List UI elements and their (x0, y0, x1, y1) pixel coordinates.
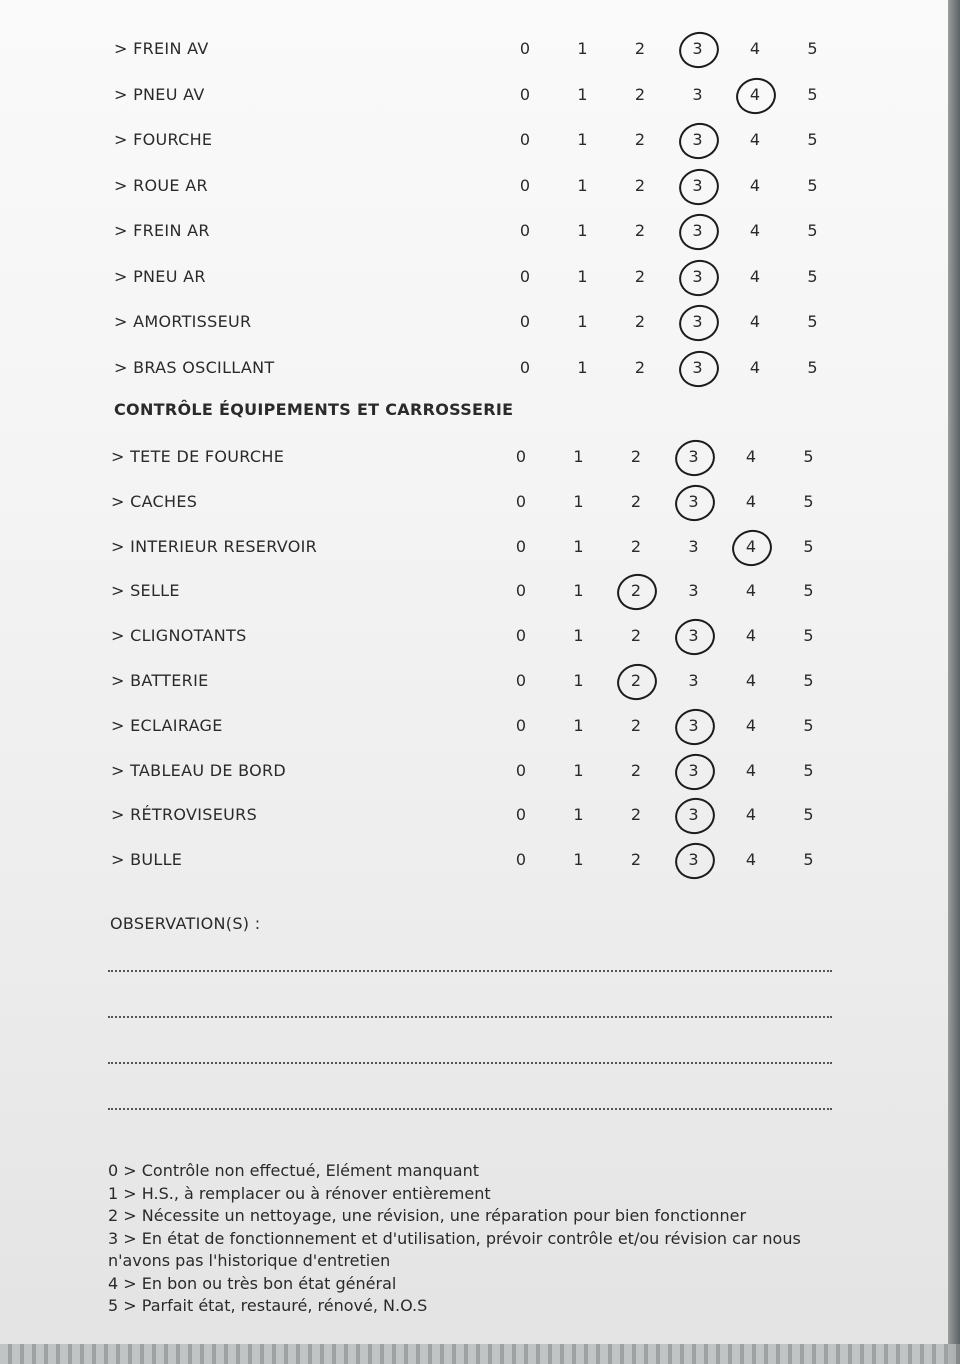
rating-score[interactable]: 0 (519, 84, 531, 104)
rating-score[interactable]: 0 (515, 671, 527, 690)
rating-legend (108, 1160, 828, 1318)
rating-row-label: > FOURCHE (114, 130, 213, 149)
rating-score[interactable]: 1 (573, 447, 584, 466)
rating-score[interactable]: 4 (745, 491, 757, 511)
rating-score[interactable]: 1 (573, 491, 584, 511)
rating-score[interactable]: 5 (807, 39, 818, 58)
rating-score[interactable]: 4 (749, 175, 761, 195)
rating-row (0, 34, 948, 64)
rating-score[interactable]: 5 (803, 715, 814, 735)
rating-score[interactable]: 2 (630, 760, 642, 780)
rating-score[interactable]: 4 (745, 447, 757, 466)
rating-row-label: > RÉTROVISEURS (111, 805, 258, 825)
rating-score[interactable]: 0 (515, 805, 527, 825)
rating-row-label: > BULLE (111, 850, 183, 870)
rating-score-selected[interactable]: 3 (674, 845, 714, 875)
rating-score[interactable]: 0 (515, 760, 527, 780)
rating-row-label: > BATTERIE (111, 671, 209, 690)
rating-score-selected[interactable]: 3 (678, 34, 718, 64)
rating-row (0, 576, 948, 606)
rating-row (0, 442, 948, 472)
rating-score[interactable]: 0 (519, 130, 531, 149)
rating-score[interactable]: 2 (630, 805, 642, 825)
rating-score[interactable]: 4 (745, 850, 757, 870)
rating-score[interactable]: 0 (519, 39, 531, 58)
section-title: CONTRÔLE ÉQUIPEMENTS ET CARROSSERIE (114, 400, 514, 419)
rating-score[interactable]: 4 (749, 266, 761, 286)
legend-item: 1 > H.S., à remplacer ou à rénover entièrement (108, 1183, 491, 1203)
rating-score[interactable]: 2 (630, 715, 642, 735)
page-edge (948, 0, 960, 1364)
rating-score[interactable]: 1 (577, 39, 588, 58)
observation-line (108, 1108, 832, 1110)
rating-score[interactable]: 4 (745, 715, 757, 735)
rating-score-selected[interactable]: 3 (678, 262, 718, 292)
rating-score[interactable]: 5 (803, 536, 814, 556)
rating-row (0, 307, 948, 337)
rating-score-selected[interactable]: 3 (674, 711, 714, 741)
rating-score[interactable]: 5 (803, 447, 814, 466)
rating-score[interactable]: 1 (577, 84, 588, 104)
rating-row-label: > PNEU AR (114, 266, 206, 286)
rating-score[interactable]: 5 (807, 84, 818, 104)
rating-score[interactable]: 4 (745, 626, 757, 646)
rating-row-label: > PNEU AV (114, 84, 205, 104)
rating-score-selected[interactable]: 3 (678, 307, 718, 337)
rating-score[interactable]: 1 (577, 175, 588, 195)
rating-score[interactable]: 0 (515, 715, 527, 735)
rating-score[interactable]: 1 (573, 850, 584, 870)
rating-row (0, 532, 948, 562)
rating-row-label: > CACHES (111, 491, 198, 511)
rating-row-label: > BRAS OSCILLANT (114, 357, 275, 377)
rating-row (0, 845, 948, 875)
rating-score[interactable]: 1 (577, 221, 588, 240)
rating-score[interactable]: 0 (515, 626, 527, 646)
rating-score[interactable]: 2 (634, 84, 646, 104)
rating-score[interactable]: 2 (634, 357, 646, 377)
rating-row (0, 262, 948, 292)
rating-score-selected[interactable]: 3 (678, 216, 718, 246)
rating-row-label: > TETE DE FOURCHE (111, 447, 285, 466)
rating-score[interactable]: 0 (515, 581, 527, 601)
rating-score-selected[interactable]: 3 (678, 171, 718, 201)
rating-score[interactable]: 5 (803, 805, 814, 825)
rating-row (0, 800, 948, 830)
rating-score[interactable]: 5 (807, 130, 818, 149)
rating-score[interactable]: 3 (688, 536, 699, 556)
rating-row (0, 125, 948, 155)
rating-row-label: > CLIGNOTANTS (111, 626, 247, 646)
legend-item: 0 > Contrôle non effectué, Elément manquant (108, 1161, 479, 1180)
rating-score[interactable]: 2 (630, 491, 642, 511)
rating-row (0, 487, 948, 517)
rating-score[interactable]: 0 (519, 221, 531, 240)
legend-item: 4 > En bon ou très bon état général (108, 1273, 397, 1293)
rating-score[interactable]: 0 (515, 536, 527, 556)
rating-score[interactable]: 4 (749, 39, 761, 58)
rating-score[interactable]: 4 (749, 130, 761, 149)
rating-score[interactable]: 5 (803, 581, 814, 601)
rating-score[interactable]: 4 (745, 581, 757, 601)
rating-score[interactable]: 4 (749, 221, 761, 240)
rating-score[interactable]: 5 (807, 266, 818, 286)
rating-row (0, 711, 948, 741)
rating-score[interactable]: 5 (807, 175, 818, 195)
rating-score[interactable]: 5 (807, 221, 818, 240)
rating-score-selected[interactable]: 4 (735, 80, 775, 110)
rating-row-label: > ROUE AR (114, 175, 208, 195)
rating-score[interactable]: 2 (630, 536, 642, 556)
rating-row (0, 666, 948, 696)
rating-score[interactable]: 2 (630, 626, 642, 646)
observations-title: OBSERVATION(S) : (110, 914, 261, 933)
rating-row-label: > AMORTISSEUR (114, 312, 252, 331)
rating-score[interactable]: 0 (519, 312, 531, 331)
rating-row-label: > FREIN AV (114, 39, 209, 58)
rating-score[interactable]: 5 (803, 491, 814, 511)
rating-score[interactable]: 2 (634, 312, 646, 331)
rating-row (0, 171, 948, 201)
rating-score-selected[interactable]: 3 (674, 621, 714, 651)
rating-row-label: > FREIN AR (114, 221, 210, 240)
rating-score[interactable]: 1 (577, 312, 588, 331)
observation-line (108, 970, 832, 972)
rating-row (0, 621, 948, 651)
rating-score[interactable]: 1 (577, 130, 588, 149)
rating-score[interactable]: 2 (634, 221, 646, 240)
rating-score[interactable]: 4 (745, 760, 757, 780)
rating-row-label: > SELLE (111, 581, 180, 601)
rating-score[interactable]: 5 (803, 671, 814, 690)
rating-score-selected[interactable]: 2 (616, 666, 656, 696)
rating-score[interactable]: 5 (803, 850, 814, 870)
rating-row (0, 216, 948, 246)
rating-score-selected[interactable]: 3 (674, 487, 714, 517)
rating-score[interactable]: 5 (803, 760, 814, 780)
rating-score[interactable]: 3 (688, 581, 699, 601)
legend-item: 3 > En état de fonctionnement et d'utilisation, prévoir contrôle et/ou révision car nous n'avons pas l'historique d'entretien (108, 1228, 801, 1270)
rating-score[interactable]: 5 (807, 357, 818, 377)
observation-line (108, 1062, 832, 1064)
rating-score[interactable]: 4 (745, 805, 757, 825)
rating-score-selected[interactable]: 3 (674, 442, 714, 472)
rating-row-label: > TABLEAU DE BORD (111, 760, 287, 780)
observation-line (108, 1016, 832, 1018)
rating-score[interactable]: 1 (573, 715, 584, 735)
rating-score[interactable]: 1 (573, 760, 584, 780)
rating-score-selected[interactable]: 4 (731, 532, 771, 562)
rating-row (0, 756, 948, 786)
sleeve-edge (0, 1344, 960, 1364)
rating-score[interactable]: 5 (803, 626, 814, 646)
rating-score[interactable]: 1 (573, 626, 584, 646)
rating-score-selected[interactable]: 3 (674, 800, 714, 830)
rating-score[interactable]: 4 (749, 312, 761, 331)
rating-score[interactable]: 4 (749, 357, 761, 377)
rating-score[interactable]: 0 (519, 357, 531, 377)
rating-score[interactable]: 0 (515, 850, 527, 870)
rating-score-selected[interactable]: 3 (674, 756, 714, 786)
rating-score[interactable]: 1 (577, 266, 588, 286)
rating-row-label: > ECLAIRAGE (111, 715, 223, 735)
rating-score[interactable]: 0 (515, 491, 527, 511)
legend-item: 2 > Nécessite un nettoyage, une révision, une réparation pour bien fonctionner (108, 1206, 747, 1225)
rating-score[interactable]: 0 (515, 447, 527, 466)
rating-row (0, 80, 948, 110)
rating-score[interactable]: 1 (577, 357, 588, 377)
rating-score-selected[interactable]: 2 (616, 576, 656, 606)
rating-score[interactable]: 3 (692, 84, 703, 104)
legend-item: 5 > Parfait état, restauré, rénové, N.O.S (108, 1296, 428, 1315)
rating-score[interactable]: 2 (634, 175, 646, 195)
rating-score[interactable]: 1 (573, 536, 584, 556)
rating-score[interactable]: 4 (745, 671, 757, 690)
rating-score-selected[interactable]: 3 (678, 125, 718, 155)
rating-score[interactable]: 5 (807, 312, 818, 331)
rating-row-label: > INTERIEUR RESERVOIR (111, 536, 318, 556)
rating-row (0, 353, 948, 383)
rating-score[interactable]: 2 (634, 266, 646, 286)
rating-score[interactable]: 0 (519, 175, 531, 195)
rating-score[interactable]: 2 (634, 39, 646, 58)
rating-score[interactable]: 1 (573, 671, 584, 690)
rating-score[interactable]: 2 (630, 850, 642, 870)
rating-score[interactable]: 0 (519, 266, 531, 286)
rating-score-selected[interactable]: 3 (678, 353, 718, 383)
rating-score[interactable]: 2 (630, 447, 642, 466)
rating-score[interactable]: 2 (634, 130, 646, 149)
rating-score[interactable]: 3 (688, 671, 699, 690)
rating-score[interactable]: 1 (573, 805, 584, 825)
rating-score[interactable]: 1 (573, 581, 584, 601)
